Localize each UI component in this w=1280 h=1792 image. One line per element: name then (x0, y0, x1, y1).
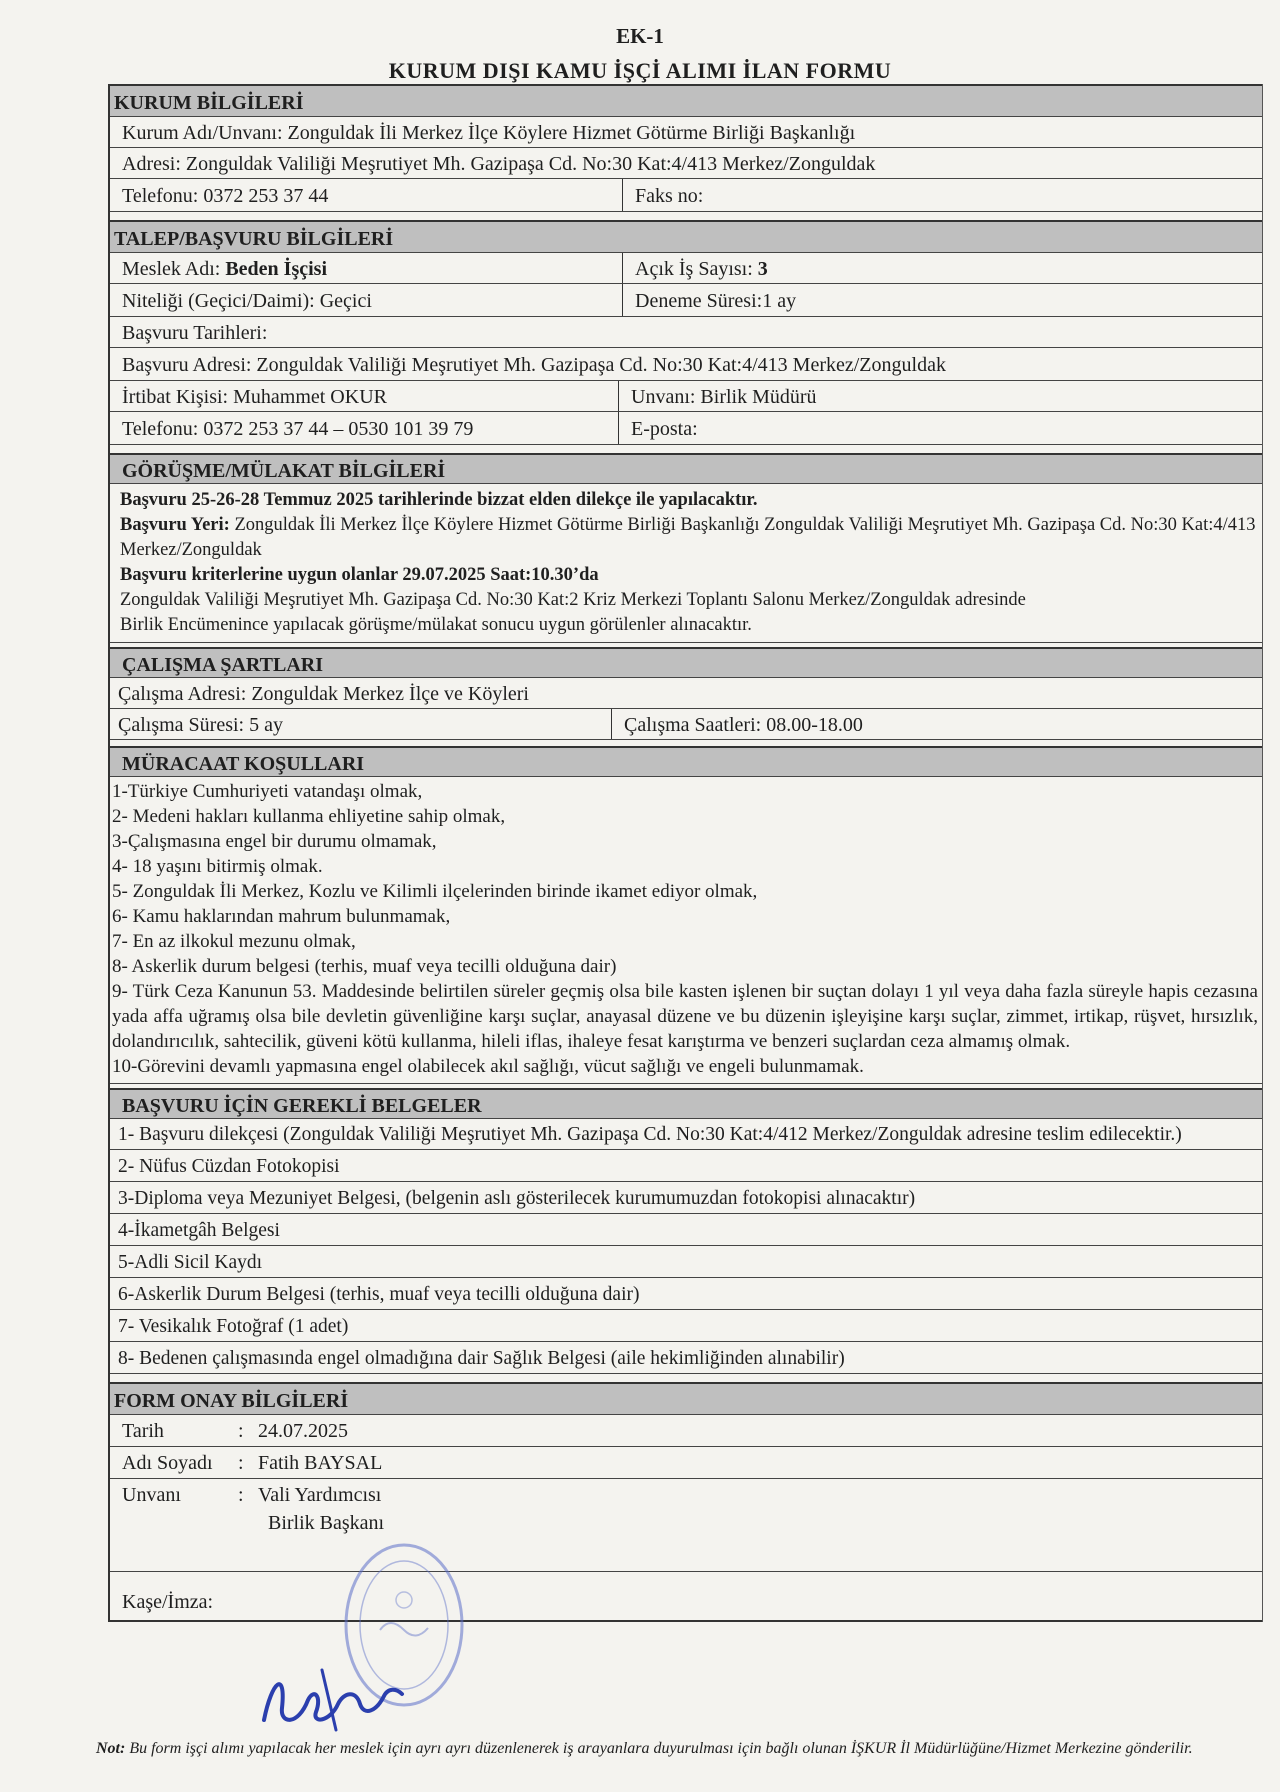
acik-label: Açık İş Sayısı: (635, 258, 758, 280)
section-talep-header: TALEP/BAŞVURU BİLGİLERİ (110, 220, 1262, 253)
belge-item: 7- Vesikalık Fotoğraf (1 adet) (110, 1310, 1262, 1342)
gorusme-line-4: Zonguldak Valiliği Meşrutiyet Mh. Gazipaşa Cd. No:30 Kat:2 Kriz Merkezi Toplantı Salonu Merkez/Zonguldak adresinde (120, 590, 1026, 610)
muracaat-item: 2- Medeni hakları kullanma ehliyetine sahip olmak, (112, 806, 506, 827)
approval-block (110, 1415, 1262, 1622)
unvan-colon: : (238, 1484, 244, 1506)
note-label: Not: (96, 1740, 126, 1757)
kurum-iletisim-row (110, 179, 1262, 212)
footer-note (96, 1738, 1266, 1760)
acik-is-sayisi (622, 253, 776, 283)
unvan-label: Unvanı (122, 1484, 181, 1506)
irtibat-unvani: Unvanı: Birlik Müdürü (618, 381, 825, 411)
nitelik-row (110, 284, 1262, 317)
belge-item: 8- Bedenen çalışmasında engel olmadığına dair Sağlık Belgesi (aile hekimliğinden alınabilir) (110, 1342, 1262, 1374)
calisma-adresi: Çalışma Adresi: Zonguldak Merkez İlçe ve Köyleri (118, 683, 529, 705)
unvan-value-1: Vali Yardımcısı (258, 1484, 382, 1506)
belge-item: 3-Diploma veya Mezuniyet Belgesi, (belgenin aslı gösterilecek kurumumuzdan fotokopisi alınacaktır) (110, 1182, 1262, 1214)
annex-label: EK-1 (616, 24, 664, 48)
section-kurum-header: KURUM BİLGİLERİ (110, 84, 1262, 117)
tarih-colon: : (238, 1420, 244, 1442)
gorusme-line-5: Birlik Encümenince yapılacak görüşme/mülakat sonucu uygun görülenler alınacaktır. (120, 615, 752, 635)
section-muracaat-header: MÜRACAAT KOŞULLARI (110, 746, 1262, 777)
muracaat-item: 1-Türkiye Cumhuriyeti vatandaşı olmak, (112, 781, 423, 802)
muracaat-item: 7- En az ilkokul mezunu olmak, (112, 931, 356, 952)
gorusme-yeri-text: Zonguldak İli Merkez İlçe Köylere Hizmet Götürme Birliği Başkanlığı Zonguldak Valiliği Meşrutiyet Mh. Gazipaşa Cd. No:30 Kat:4/413 Merkez/Zonguldak (120, 515, 1256, 560)
tarih-value: 24.07.2025 (258, 1420, 348, 1442)
approval-adi-row (110, 1447, 1262, 1479)
belge-item: 5-Adli Sicil Kaydı (110, 1246, 1262, 1278)
muracaat-item: 8- Askerlik durum belgesi (terhis, muaf veya tecilli olduğuna dair) (112, 956, 617, 977)
kurum-adres: Adresi: Zonguldak Valiliği Meşrutiyet Mh. Gazipaşa Cd. No:30 Kat:4/413 Merkez/Zonguldak (122, 153, 876, 175)
muracaat-item: 4- 18 yaşını bitirmiş olmak. (112, 856, 323, 877)
meslek-value: Beden İşçisi (225, 258, 328, 280)
meslek-adi (110, 253, 622, 283)
muracaat-item: 6- Kamu haklarından mahrum bulunmamak, (112, 906, 451, 927)
talep-iletisim-row (110, 412, 1262, 445)
approval-unvan-row (110, 1479, 1262, 1572)
gorusme-basvuru-tarih: Başvuru 25-26-28 Temmuz 2025 tarihlerinde bizzat elden dilekçe ile yapılacaktır. (120, 490, 758, 510)
muracaat-list (110, 777, 1262, 1084)
basvuru-adresi: Başvuru Adresi: Zonguldak Valiliği Meşrutiyet Mh. Gazipaşa Cd. No:30 Kat:4/413 Merkez/Zonguldak (122, 354, 946, 376)
adi-label: Adı Soyadı (122, 1452, 213, 1474)
belge-item: 2- Nüfus Cüzdan Fotokopisi (110, 1150, 1262, 1182)
calisma-suresi: Çalışma Süresi: 5 ay (118, 714, 283, 736)
basvuru-tarihleri: Başvuru Tarihleri: (122, 322, 268, 344)
kurum-adi-row (110, 117, 1262, 148)
muracaat-item: 10-Görevini devamlı yapmasına engel olabilecek akıl sağlığı, vücut sağlığı ve engeli bulunmamak. (112, 1056, 864, 1077)
belge-item: 1- Başvuru dilekçesi (Zonguldak Valiliği Meşrutiyet Mh. Gazipaşa Cd. No:30 Kat:4/412 Merkez/Zonguldak adresine teslim edilecektir.) (110, 1119, 1262, 1150)
section-onay-header: FORM ONAY BİLGİLERİ (110, 1382, 1262, 1415)
gorusme-line-1 (120, 488, 1262, 513)
gorusme-block (110, 484, 1262, 643)
irtibat-row (110, 381, 1262, 412)
deneme-suresi: Deneme Süresi:1 ay (622, 284, 804, 316)
gorusme-kriter: Başvuru kriterlerine uygun olanlar 29.07.2025 Saat:10.30’da (120, 565, 599, 585)
meslek-row (110, 253, 1262, 284)
meslek-label: Meslek Adı: (122, 258, 226, 280)
belge-item: 6-Askerlik Durum Belgesi (terhis, muaf veya tecilli olduğuna dair) (110, 1278, 1262, 1310)
section-belgeler-header: BAŞVURU İÇİN GEREKLİ BELGELER (110, 1088, 1262, 1119)
approval-tarih-row (110, 1415, 1262, 1447)
tarih-label: Tarih (122, 1420, 164, 1442)
section-gorusme-header: GÖRÜŞME/MÜLAKAT BİLGİLERİ (110, 453, 1262, 484)
gorusme-line-3 (120, 563, 1262, 588)
gorusme-basvuru-yeri (120, 513, 1262, 563)
calisma-adresi-row (110, 678, 1262, 709)
kase-label: Kaşe/İmza: (122, 1591, 214, 1613)
kurum-faks: Faks no: (622, 179, 711, 211)
adi-value: Fatih BAYSAL (258, 1452, 383, 1474)
kurum-adres-row (110, 148, 1262, 179)
unvan-value-2: Birlik Başkanı (268, 1512, 385, 1534)
muracaat-item: 3-Çalışmasına engel bir durumu olmamak, (112, 831, 437, 852)
gorusme-yeri-label: Başvuru Yeri: (120, 515, 230, 535)
irtibat-kisisi: İrtibat Kişisi: Muhammet OKUR (122, 386, 387, 408)
muracaat-item: 5- Zonguldak İli Merkez, Kozlu ve Kilimli ilçelerinden birinde ikamet ediyor olmak, (112, 881, 758, 902)
acik-value: 3 (757, 258, 768, 280)
talep-eposta: E-posta: (618, 412, 706, 444)
job-posting-form (108, 84, 1263, 1622)
adi-colon: : (238, 1452, 244, 1474)
belge-item: 4-İkametgâh Belgesi (110, 1214, 1262, 1246)
basvuru-adresi-row (110, 348, 1262, 381)
niteligi: Niteliği (Geçici/Daimi): Geçici (122, 290, 372, 312)
basvuru-tarihleri-row (110, 317, 1262, 348)
kurum-adi: Kurum Adı/Unvanı: Zonguldak İli Merkez İlçe Köylere Hizmet Götürme Birliği Başkanlığı (122, 122, 856, 144)
muracaat-item: 9- Türk Ceza Kanunun 53. Maddesinde belirtilen süreler geçmiş olsa bile kasten işlenen bir suçtan dolayı 1 yıl veya daha fazla süreyle hapis cezasına yada affa uğramış olsa bile devletin güvenliğine karşı suçlar, anayasal düzene ve bu düzenin işleyişine karşı suçlar, zimmet, irtikap, rüşvet, hırsızlık, dolandırıcılık, sahtecilik, güveni kötü kullanma, hileli iflas, ihaleye fesat karıştırma ve benzeri suçlardan ceza almamış olmak. (112, 981, 1258, 1052)
note-text: Bu form işçi alımı yapılacak her meslek için ayrı ayrı düzenlenerek iş arayanlara duyurulması için bağlı olunan İŞKUR İl Müdürlüğüne/Hizmet Merkezine gönderilir. (125, 1740, 1193, 1757)
kurum-telefon: Telefonu: 0372 253 37 44 (122, 185, 329, 207)
section-calisma-header: ÇALIŞMA ŞARTLARI (110, 647, 1262, 678)
approval-kase-row (110, 1572, 1262, 1622)
form-title: KURUM DIŞI KAMU İŞÇİ ALIMI İLAN FORMU (388, 58, 892, 83)
calisma-sure-row (110, 709, 1262, 740)
signature-icon (252, 1660, 432, 1740)
talep-telefon: Telefonu: 0372 253 37 44 – 0530 101 39 79 (122, 418, 474, 440)
calisma-saatleri: Çalışma Saatleri: 08.00-18.00 (611, 709, 871, 739)
